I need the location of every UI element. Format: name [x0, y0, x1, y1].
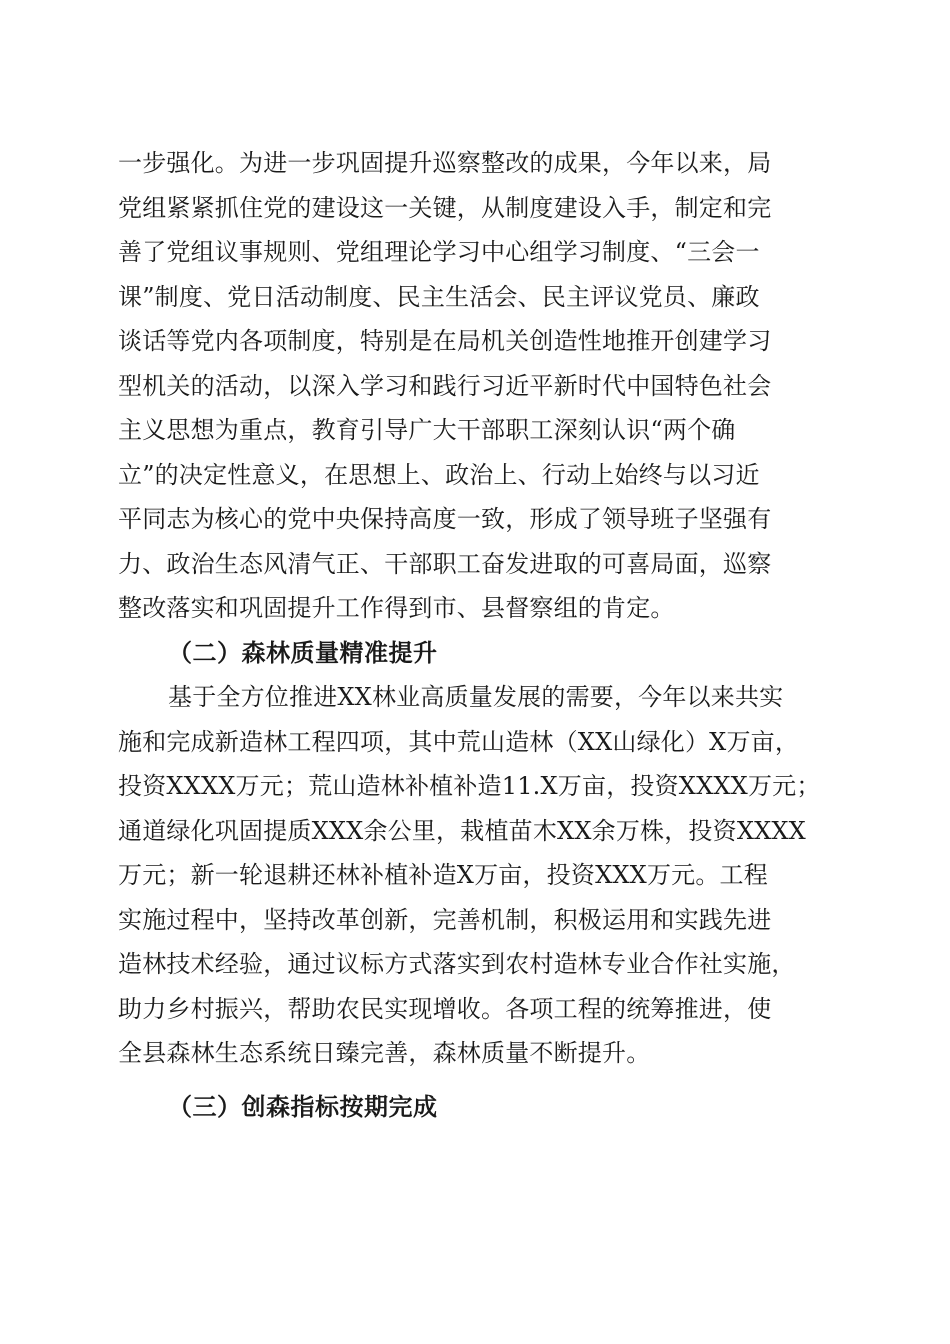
text-line: 善了党组议事规则、党组理论学习中心组学习制度、“三会一 [118, 238, 760, 266]
text-line: 立”的决定性意义，在思想上、政治上、行动上始终与以习近 [118, 461, 760, 489]
text-line: 基于全方位推进XX林业高质量发展的需要，今年以来共实 [168, 683, 784, 711]
text-line: 助力乡村振兴，帮助农民实现增收。各项工程的统筹推进，使 [118, 995, 772, 1023]
text-line: 课”制度、党日活动制度、民主生活会、民主评议党员、廉政 [118, 283, 760, 311]
text-line: 型机关的活动，以深入学习和践行习近平新时代中国特色社会 [118, 372, 772, 400]
text-line: 施和完成新造林工程四项，其中荒山造林（XX山绿化）X万亩， [118, 728, 800, 756]
section-heading-forest-targets: （三）创森指标按期完成 [168, 1092, 438, 1121]
text-line: 通道绿化巩固提质XXX余公里，栽植苗木XX余万株，投资XXXX [118, 817, 806, 845]
text-line: 力、政治生态风清气正、干部职工奋发进取的可喜局面，巡察 [118, 550, 772, 578]
text-line: 万元；新一轮退耕还林补植补造X万亩，投资XXX万元。工程 [118, 861, 768, 889]
text-line: 谈话等党内各项制度，特别是在局机关创造性地推开创建学习 [118, 327, 772, 355]
text-line: 整改落实和巩固提升工作得到市、县督察组的肯定。 [118, 594, 675, 622]
text-line: 造林技术经验，通过议标方式落实到农村造林专业合作社实施， [118, 950, 796, 978]
text-line: 实施过程中，坚持改革创新，完善机制，积极运用和实践先进 [118, 906, 772, 934]
text-line: 平同志为核心的党中央保持高度一致，形成了领导班子坚强有 [118, 505, 772, 533]
text-line: 主义思想为重点，教育引导广大干部职工深刻认识“两个确 [118, 416, 736, 444]
text-line: 党组紧紧抓住党的建设这一关键，从制度建设入手，制定和完 [118, 194, 772, 222]
section-heading-forest-quality: （二）森林质量精准提升 [168, 638, 438, 667]
text-line: 投资XXXX万元；荒山造林补植补造11.X万亩，投资XXXX万元； [118, 772, 821, 800]
text-line: 全县森林生态系统日臻完善，森林质量不断提升。 [118, 1039, 651, 1067]
text-line: 一步强化。为进一步巩固提升巡察整改的成果，今年以来，局 [118, 149, 772, 177]
